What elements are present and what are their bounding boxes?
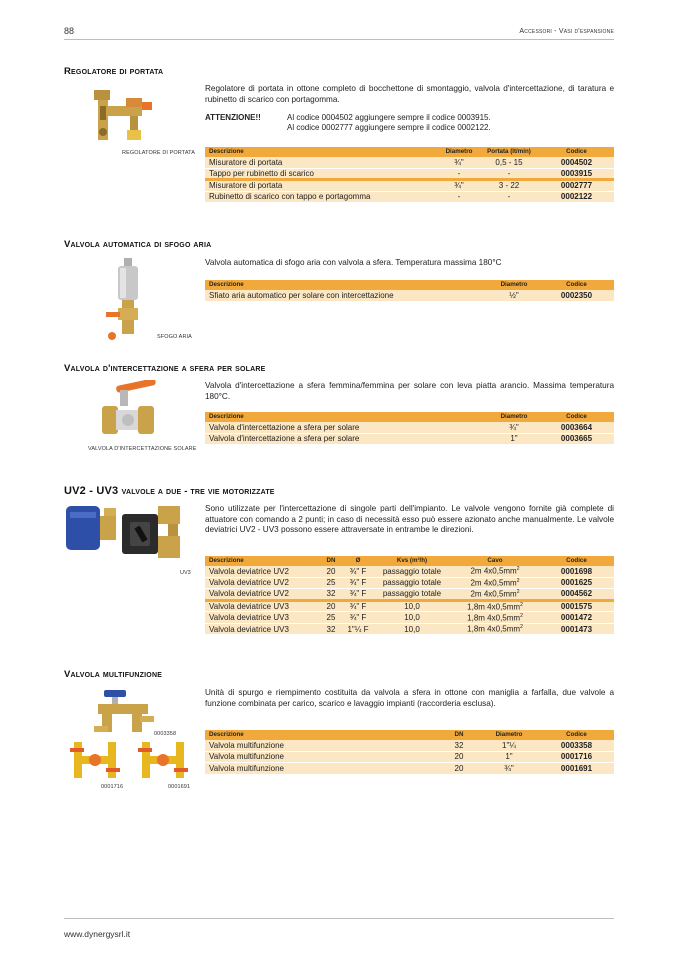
cell-code: 0004502	[539, 157, 614, 169]
cell-code: 0001691	[539, 763, 614, 775]
uv-title-prefix: UV2 - UV3	[64, 485, 119, 497]
cell-kvs: passaggio totale	[373, 577, 451, 589]
cell-diameter: 1"¼	[479, 740, 539, 752]
cable-value: 2m 4x0,5mm	[470, 566, 517, 576]
cell-kvs: 10,0	[373, 600, 451, 612]
cell-flow: -	[479, 191, 539, 203]
cell-dn: 32	[319, 623, 343, 635]
cell-code: 0004562	[539, 589, 614, 601]
section-multifunzione	[64, 669, 614, 680]
table-row	[205, 751, 614, 763]
table-row	[205, 157, 614, 169]
cell-code: 0003665	[539, 433, 614, 445]
cell-description: Valvola deviatrice UV2	[205, 589, 319, 601]
cable-value: 2m 4x0,5mm	[470, 589, 517, 599]
col-header: Diametro	[439, 147, 479, 157]
table-row	[205, 589, 614, 601]
cell-cable	[451, 566, 539, 578]
multifunzione-image-3	[138, 740, 188, 780]
sfogo-table	[205, 280, 614, 302]
cell-code: 0001473	[539, 623, 614, 635]
multifunzione-caption-2: 0001691	[168, 784, 191, 790]
cell-diameter: ¾"	[439, 157, 479, 169]
attention-line: Al codice 0002777 aggiungere sempre il codice 0002122.	[287, 123, 491, 133]
cell-description: Valvola multifunzione	[205, 763, 439, 775]
cell-size: 1"¼ F	[343, 623, 373, 635]
col-header: Descrizione	[205, 412, 489, 422]
section-title: Regolatore di portata	[64, 66, 164, 77]
section-title: Valvola automatica di sfogo aria	[64, 239, 212, 250]
table-row	[205, 290, 614, 302]
cell-description: Valvola d'intercettazione a sfera per solare	[205, 422, 489, 434]
uv-image-caption: UV3	[180, 570, 191, 576]
cable-unit: 2	[516, 589, 520, 595]
cable-value: 1,8m 4x0,5mm	[467, 613, 521, 623]
cell-cable	[451, 612, 539, 624]
col-header: Kvs (m³/h)	[373, 556, 451, 566]
col-header: Diametro	[489, 412, 539, 422]
uv-table	[205, 556, 614, 635]
regolatore-table	[205, 147, 614, 203]
col-header: Cavo	[451, 556, 539, 566]
sfogo-image-caption: SFOGO ARIA	[157, 334, 192, 340]
cell-kvs: 10,0	[373, 612, 451, 624]
cell-flow: 3 - 22	[479, 180, 539, 192]
cell-cable	[451, 577, 539, 589]
cell-code: 0001625	[539, 577, 614, 589]
col-header: DN	[319, 556, 343, 566]
cell-diameter: ½"	[489, 290, 539, 302]
col-header: Portata (lt/min)	[479, 147, 539, 157]
cell-kvs: 10,0	[373, 623, 451, 635]
sfogo-description: Valvola automatica di sfogo aria con valvola a sfera. Temperatura massima 180°C	[205, 258, 502, 267]
cell-dn: 20	[319, 566, 343, 578]
table-row	[205, 422, 614, 434]
cell-dn: 25	[319, 577, 343, 589]
cell-diameter: 1"	[489, 433, 539, 445]
cell-description: Rubinetto di scarico con tappo e portagomma	[205, 191, 439, 203]
cable-value: 1,8m 4x0,5mm	[467, 624, 521, 634]
cable-unit: 2	[520, 601, 523, 608]
header-divider	[64, 39, 614, 40]
multifunzione-caption-0: 0003358	[154, 731, 177, 737]
table-row	[205, 577, 614, 589]
cable-unit: 2	[516, 566, 520, 573]
col-header: DN	[439, 730, 479, 740]
cell-dn: 20	[319, 600, 343, 612]
cell-description: Valvola multifunzione	[205, 740, 439, 752]
cell-diameter: ¾"	[489, 422, 539, 434]
intercettazione-image	[94, 380, 164, 442]
col-header: Diametro	[489, 280, 539, 290]
section-title	[64, 485, 614, 497]
cell-code: 0002350	[539, 290, 614, 302]
table-row	[205, 168, 614, 180]
table-row	[205, 191, 614, 203]
footer-divider	[64, 918, 614, 919]
table-row	[205, 612, 614, 624]
uv-description: Sono utilizzate per l'intercettazione di singole parti dell'impianto. Le valvole vengono fornite già complete di attuatore con comando a 2 punti; in caso di necessità esso può essere azionato anche manualmente. Le valvole deviatrici UV2 - UV3 possono essere attraversate in entrambe le direzioni.	[205, 504, 614, 535]
cell-diameter: ¾"	[439, 180, 479, 192]
section-regolatore	[64, 66, 614, 77]
regolatore-image-caption: REGOLATORE DI PORTATA	[122, 150, 196, 156]
multifunzione-image-2	[70, 740, 120, 780]
col-header: Descrizione	[205, 556, 319, 566]
col-header: Descrizione	[205, 730, 439, 740]
cable-unit: 2	[520, 624, 523, 631]
table-row	[205, 763, 614, 775]
table-row	[205, 566, 614, 578]
cell-size: ¾" F	[343, 600, 373, 612]
intercettazione-image-caption: VALVOLA D'INTERCETTAZIONE SOLARE	[88, 446, 197, 452]
cell-size: ¾" F	[343, 577, 373, 589]
multifunzione-image-main	[94, 686, 160, 736]
multifunzione-table	[205, 730, 614, 775]
cell-code: 0003664	[539, 422, 614, 434]
cell-code: 0002777	[539, 180, 614, 192]
running-title: Accessori - Vasi d'espansione	[519, 28, 614, 35]
cell-description: Valvola deviatrice UV3	[205, 612, 319, 624]
col-header: Codice	[539, 147, 614, 157]
sfogo-image	[104, 256, 152, 342]
cell-description: Tappo per rubinetto di scarico	[205, 168, 439, 180]
cell-description: Misuratore di portata	[205, 157, 439, 169]
cell-description: Valvola deviatrice UV2	[205, 566, 319, 578]
cell-diameter: ¾"	[479, 763, 539, 775]
cable-value: 2m 4x0,5mm	[470, 578, 517, 588]
cell-code: 0003358	[539, 740, 614, 752]
cable-unit: 2	[520, 612, 523, 619]
uv-image	[64, 500, 186, 572]
cell-description: Valvola deviatrice UV3	[205, 623, 319, 635]
table-row	[205, 600, 614, 612]
cell-code: 0003915	[539, 168, 614, 180]
cell-size: ¾" F	[343, 589, 373, 601]
table-row	[205, 623, 614, 635]
col-header: Diametro	[479, 730, 539, 740]
cell-size: ¾" F	[343, 566, 373, 578]
cell-code: 0001698	[539, 566, 614, 578]
col-header: Descrizione	[205, 147, 439, 157]
page-number: 88	[64, 26, 75, 36]
cell-description: Valvola deviatrice UV2	[205, 577, 319, 589]
cell-dn: 25	[319, 612, 343, 624]
cell-description: Valvola multifunzione	[205, 751, 439, 763]
table-row	[205, 180, 614, 192]
cell-description: Valvola deviatrice UV3	[205, 600, 319, 612]
cell-cable	[451, 623, 539, 635]
col-header: Codice	[539, 730, 614, 740]
section-title: Valvola multifunzione	[64, 669, 163, 680]
cell-description: Valvola d'intercettazione a sfera per solare	[205, 433, 489, 445]
cell-diameter: -	[439, 168, 479, 180]
footer-website[interactable]: www.dynergysrl.it	[64, 929, 131, 939]
cell-code: 0001716	[539, 751, 614, 763]
cell-dn: 32	[439, 740, 479, 752]
section-intercettazione	[64, 363, 614, 374]
cell-dn: 20	[439, 763, 479, 775]
cell-description: Sfiato aria automatico per solare con intercettazione	[205, 290, 489, 302]
cable-value: 1,8m 4x0,5mm	[467, 602, 521, 612]
cell-description: Misuratore di portata	[205, 180, 439, 192]
regolatore-image	[86, 84, 166, 148]
cell-code: 0002122	[539, 191, 614, 203]
cell-kvs: passaggio totale	[373, 589, 451, 601]
section-title: Valvola d'intercettazione a sfera per solare	[64, 363, 266, 374]
intercettazione-description: Valvola d'intercettazione a sfera femmina/femmina per solare con leva piatta arancio. Massima temperatura 180°C.	[205, 381, 614, 401]
cell-code: 0001575	[539, 600, 614, 612]
cell-flow: -	[479, 168, 539, 180]
intercettazione-table	[205, 412, 614, 445]
cell-code: 0001472	[539, 612, 614, 624]
cell-dn: 32	[319, 589, 343, 601]
col-header: Ø	[343, 556, 373, 566]
attention-note	[205, 113, 625, 137]
attention-line: Al codice 0004502 aggiungere sempre il codice 0003915.	[287, 113, 491, 122]
cell-diameter: -	[439, 191, 479, 203]
cell-dn: 20	[439, 751, 479, 763]
cell-size: ¾" F	[343, 612, 373, 624]
col-header: Codice	[539, 556, 614, 566]
attention-label: ATTENZIONE!!	[205, 113, 261, 122]
multifunzione-caption-1: 0001716	[101, 784, 124, 790]
multifunzione-description: Unità di spurgo e riempimento costituita da valvola a sfera in ottone con maniglia a farfalla, due valvole a funzione combinata per carico, scarico e lavaggio impianti (raccorderia esclusa).	[205, 688, 614, 708]
regolatore-description: Regolatore di portata in ottone completo di bocchettone di smontaggio, valvola d'intercettazione, di taratura e rubinetto di scarico con portagomma.	[205, 84, 614, 104]
cell-diameter: 1"	[479, 751, 539, 763]
section-uv	[64, 485, 614, 497]
col-header: Codice	[539, 412, 614, 422]
uv-title-rest: valvole a due - tre vie motorizzate	[121, 486, 275, 497]
cell-flow: 0,5 - 15	[479, 157, 539, 169]
col-header: Codice	[539, 280, 614, 290]
col-header: Descrizione	[205, 280, 489, 290]
table-row	[205, 740, 614, 752]
section-sfogo	[64, 239, 614, 250]
cable-unit: 2	[516, 577, 520, 584]
cell-kvs: passaggio totale	[373, 566, 451, 578]
table-row	[205, 433, 614, 445]
cell-cable	[451, 589, 539, 601]
cell-cable	[451, 600, 539, 612]
